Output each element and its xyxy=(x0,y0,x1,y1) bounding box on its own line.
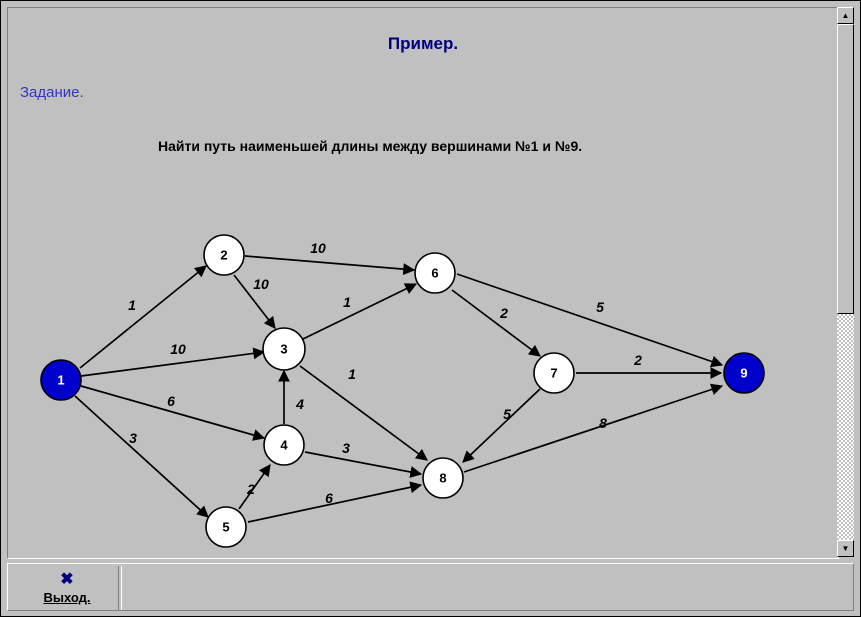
graph-node-3[interactable] xyxy=(263,328,305,370)
graph-node-2[interactable] xyxy=(204,235,244,275)
graph-node-6[interactable] xyxy=(415,253,455,293)
edge-weight-3-8: 1 xyxy=(348,366,356,382)
edge-weight-3-6: 1 xyxy=(343,294,351,310)
graph-node-4[interactable] xyxy=(264,425,304,465)
graph-node-7-label: 7 xyxy=(550,365,558,381)
graph-node-5[interactable] xyxy=(206,507,246,547)
edge-4-8 xyxy=(305,452,421,474)
edge-weight-6-9: 5 xyxy=(596,299,604,315)
edge-weight-6-7: 2 xyxy=(500,305,508,321)
scrollbar-track[interactable] xyxy=(837,24,854,540)
graph-node-9[interactable] xyxy=(724,353,764,393)
graph-node-5-label: 5 xyxy=(222,519,230,535)
toolbar-separator xyxy=(118,566,122,610)
graph-node-8[interactable] xyxy=(423,458,463,498)
nodes-layer xyxy=(41,235,764,547)
diagram-canvas xyxy=(7,7,839,559)
edge-weight-5-8: 6 xyxy=(325,490,333,506)
graph-node-1-label: 1 xyxy=(57,372,65,388)
edge-weight-4-3: 4 xyxy=(296,396,304,412)
edge-weight-7-9: 2 xyxy=(634,352,642,368)
edge-weight-7-8: 5 xyxy=(503,406,511,422)
edge-weight-1-4: 6 xyxy=(167,393,175,409)
edge-3-6 xyxy=(303,284,416,339)
edge-1-5 xyxy=(75,396,208,517)
edge-5-8 xyxy=(248,485,421,522)
graph-node-9-label: 9 xyxy=(740,365,748,381)
task-label: Задание. xyxy=(20,84,84,101)
edge-weight-4-8: 3 xyxy=(342,440,350,456)
scroll-down-icon[interactable]: ▼ xyxy=(837,540,854,557)
exit-button[interactable] xyxy=(22,566,112,610)
page-title: Пример. xyxy=(387,34,459,53)
edge-weight-5-4: 2 xyxy=(247,481,255,497)
graph-node-3-label: 3 xyxy=(280,341,288,357)
graph-node-2-label: 2 xyxy=(220,247,228,263)
graph-node-4-label: 4 xyxy=(280,437,288,453)
edge-8-9 xyxy=(464,386,722,472)
edge-weight-8-9: 8 xyxy=(599,415,607,431)
edge-weight-1-2: 1 xyxy=(128,297,136,313)
edge-3-8 xyxy=(300,366,427,460)
task-statement: Найти путь наименьшей длины между вершинами №1 и №9. xyxy=(158,138,583,154)
edge-weight-2-3: 10 xyxy=(253,276,269,292)
exit-button-label: Выход. xyxy=(43,589,91,605)
vertical-scrollbar[interactable] xyxy=(837,7,854,557)
graph-node-7[interactable] xyxy=(534,353,574,393)
graph-node-8-label: 8 xyxy=(439,470,447,486)
graph-node-1[interactable] xyxy=(41,360,81,400)
graph-diagram xyxy=(8,8,838,558)
bottom-toolbar xyxy=(7,563,854,611)
graph-node-6-label: 6 xyxy=(431,265,439,281)
edge-1-2 xyxy=(80,266,206,368)
close-icon: ✖ xyxy=(60,570,74,588)
edge-weight-1-5: 3 xyxy=(129,430,137,446)
edge-weight-2-6: 10 xyxy=(310,240,326,256)
edge-2-6 xyxy=(245,256,414,270)
scroll-up-icon[interactable]: ▲ xyxy=(837,7,854,24)
scrollbar-thumb[interactable] xyxy=(837,24,854,314)
edges-layer xyxy=(75,256,722,522)
edge-weight-1-3: 10 xyxy=(170,341,186,357)
edge-6-7 xyxy=(452,290,540,356)
edge-6-9 xyxy=(457,274,722,365)
